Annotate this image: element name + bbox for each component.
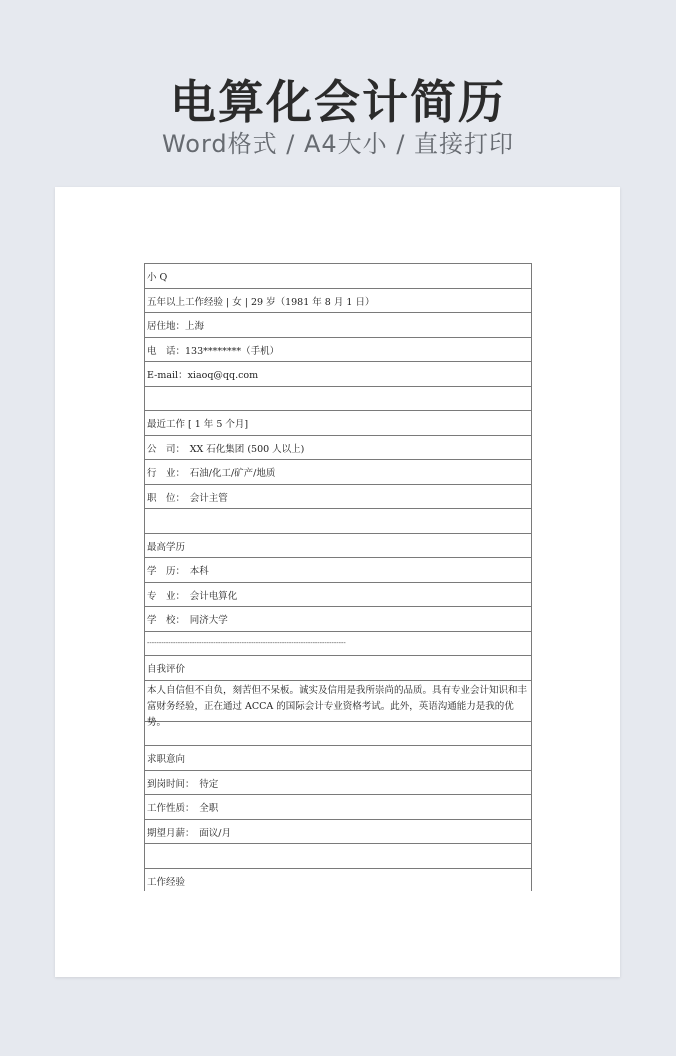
recent-work-heading: 最近工作 [ 1 年 5 个月] <box>145 410 531 435</box>
dashed-separator: ------------------------------------------------------------------------------------ <box>145 631 531 656</box>
industry-row: 行 业： 石油/化工/矿产/地质 <box>145 459 531 484</box>
document-page <box>55 187 620 977</box>
empty-row <box>145 843 531 868</box>
empty-row <box>145 721 531 746</box>
position-row: 职 位： 会计主管 <box>145 484 531 509</box>
residence-row: 居住地：上海 <box>145 312 531 337</box>
school-row: 学 校： 同济大学 <box>145 606 531 631</box>
page-title: 电算化会计简历 <box>170 75 506 129</box>
page-subtitle: Word格式 / A4大小 / 直接打印 <box>161 130 515 158</box>
start-time-row: 到岗时间： 待定 <box>145 770 531 795</box>
phone-row: 电 话：133********（手机） <box>145 337 531 362</box>
empty-row <box>145 508 531 533</box>
company-row: 公 司： XX 石化集团 (500 人以上) <box>145 435 531 460</box>
self-evaluation-heading: 自我评价 <box>145 655 531 680</box>
name-row: 小 Q <box>145 263 531 288</box>
major-row: 专 业： 会计电算化 <box>145 582 531 607</box>
job-intention-heading: 求职意向 <box>145 745 531 770</box>
work-experience-heading: 工作经验 <box>145 868 531 891</box>
resume-table <box>144 263 532 891</box>
self-evaluation-text: 本人自信但不自负，刻苦但不呆板。诚实及信用是我所崇尚的品质。具有专业会计知识和丰富财务经验，正在通过 ACCA 的国际会计专业资格考试。此外，英语沟通能力是我的优势。 <box>145 680 531 721</box>
expected-salary-row: 期望月薪： 面议/月 <box>145 819 531 844</box>
email-row: E-mail：xiaoq@qq.com <box>145 361 531 386</box>
empty-row <box>145 386 531 411</box>
experience-summary-row: 五年以上工作经验 | 女 | 29 岁（1981 年 8 月 1 日） <box>145 288 531 313</box>
degree-row: 学 历： 本科 <box>145 557 531 582</box>
job-type-row: 工作性质： 全职 <box>145 794 531 819</box>
education-heading: 最高学历 <box>145 533 531 558</box>
